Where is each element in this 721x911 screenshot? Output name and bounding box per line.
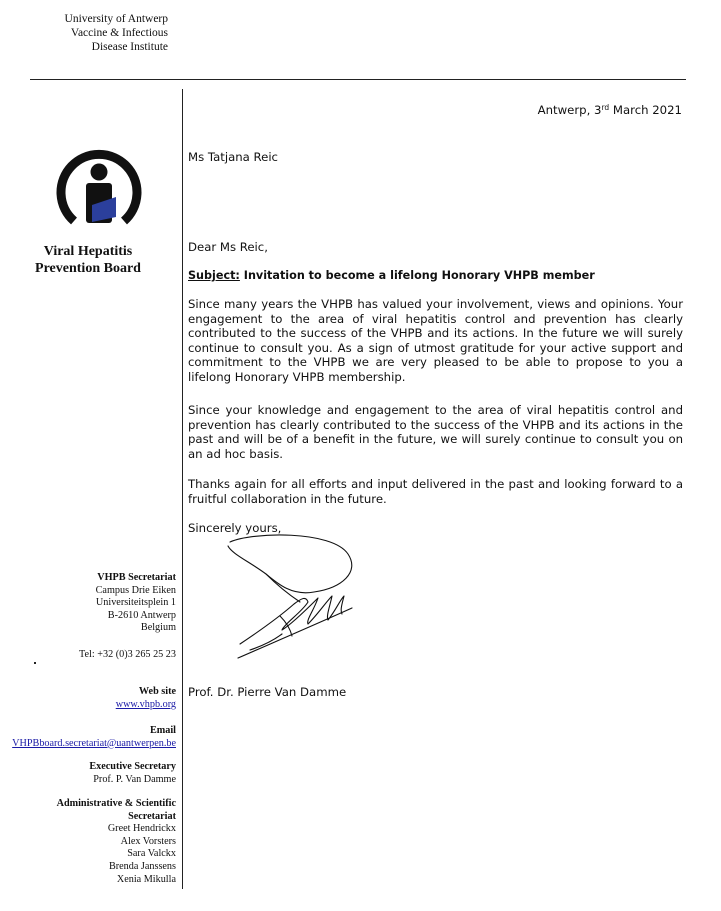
salutation: Dear Ms Reic, xyxy=(188,240,268,254)
section-title: Email xyxy=(149,725,176,736)
header-line: University of Antwerp xyxy=(64,13,168,25)
subject-text: Invitation to become a lifelong Honorary VHPB member xyxy=(239,269,595,282)
header-divider xyxy=(30,79,686,80)
header-line: Disease Institute xyxy=(91,41,168,53)
subject-label: Subject: xyxy=(188,269,240,282)
paragraph: Thanks again for all efforts and input delivered in the past and looking forward to a fruitful collaboration in the future. xyxy=(188,477,683,506)
admin-secretariat xyxy=(57,798,176,886)
subject-line xyxy=(188,269,683,284)
recipient: Ms Tatjana Reic xyxy=(188,150,278,164)
header-line: Vaccine & Infectious xyxy=(70,27,168,39)
paragraph: Since many years the VHPB has valued your involvement, views and opinions. Your engagement to the area of viral hepatitis control and prevention has clearly contributed to the success of the VHPB and its actions. In the future we will surely continue to consult you. As a sign of utmost gratitude for your active support and commitment to the VHPB we are very pleased to be able to propose to you a lifelong Honorary VHPB membership. xyxy=(188,297,683,384)
date-ordinal: rd xyxy=(601,103,610,112)
closing: Sincerely yours, xyxy=(188,521,282,535)
date-month-year: March 2021 xyxy=(609,103,682,117)
stray-dot xyxy=(34,662,36,664)
letter-date xyxy=(480,103,682,117)
telephone: Tel: +32 (0)3 265 25 23 xyxy=(79,649,176,660)
website-link[interactable]: www.vhpb.org xyxy=(115,698,176,710)
person-name: Prof. P. Van Damme xyxy=(93,773,176,785)
institution-header xyxy=(40,12,168,54)
section-title: Administrative & Scientific xyxy=(56,798,176,809)
handwritten-signature xyxy=(222,532,400,672)
person-name: Xenia Mikulla xyxy=(116,873,176,885)
email-link[interactable]: VHPBboard.secretariat@uantwerpen.be xyxy=(12,737,176,749)
section-title: Executive Secretary xyxy=(89,761,176,772)
sidebar-divider xyxy=(182,89,183,889)
logo-head xyxy=(91,164,108,181)
section-title: Web site xyxy=(138,686,176,697)
organization-name xyxy=(20,243,156,277)
person-name: Sara Valckx xyxy=(127,848,176,860)
person-name: Greet Hendrickx xyxy=(107,823,176,835)
paragraph: Since your knowledge and engagement to the area of viral hepatitis control and prevention has clearly contributed to the success of the VHPB and its actions in the past and will be of a benefit in the future, we will surely continue to consult you on an ad hoc basis. xyxy=(188,403,683,461)
secretariat-address xyxy=(96,572,176,635)
person-name: Brenda Janssens xyxy=(108,860,176,872)
address-line: Campus Drie Eiken xyxy=(95,584,176,596)
address-line: B-2610 Antwerp xyxy=(107,609,176,621)
address-line: Universiteitsplein 1 xyxy=(95,597,176,609)
website-section xyxy=(116,686,176,711)
person-in-circle-logo-icon xyxy=(56,147,142,227)
date-day: Antwerp, 3 xyxy=(537,103,602,117)
organization-name-line: Prevention Board xyxy=(35,261,141,276)
section-title: Secretariat xyxy=(128,810,176,822)
executive-secretary xyxy=(89,761,176,786)
email-section xyxy=(12,725,176,750)
signer-name: Prof. Dr. Pierre Van Damme xyxy=(188,685,347,699)
address-line: Belgium xyxy=(140,622,176,634)
organization-name-line: Viral Hepatitis xyxy=(43,244,133,259)
section-title: VHPB Secretariat xyxy=(97,572,176,583)
person-name: Alex Vorsters xyxy=(120,835,176,847)
